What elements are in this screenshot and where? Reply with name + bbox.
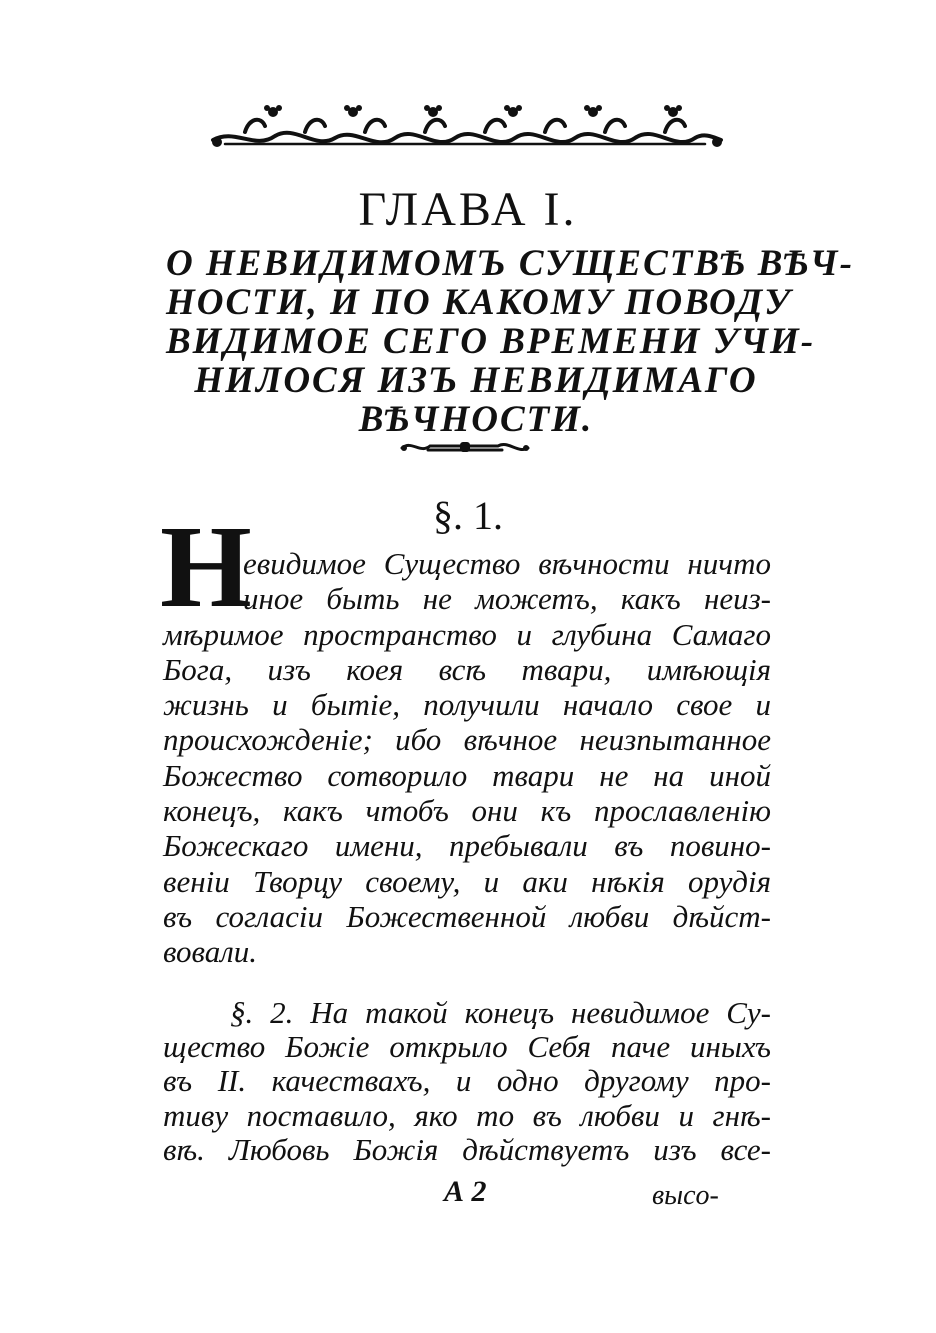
text-line: вовали. (163, 934, 258, 970)
small-ornament-divider (398, 436, 532, 458)
text-line: Божество сотворило твари не на иной (163, 757, 771, 793)
text-line: въ II. качествахъ, и одно другому про- (163, 1063, 771, 1099)
text-line: вѣ. Любовь Божія дѣйствуетъ изъ все- (163, 1131, 771, 1167)
text-line: происхожденіе; ибо вѣчное неизпытанное (163, 722, 771, 758)
paragraph-1 (163, 546, 771, 970)
subtitle-line: НОСТИ, И ПО КАКОМУ ПОВОДУ (166, 282, 792, 323)
floral-ornament-band (205, 98, 727, 156)
text-line: въ согласіи Божественной любви дѣйст- (163, 898, 771, 934)
subtitle-line: НИЛОСЯ ИЗЪ НЕВИДИМАГО (194, 360, 758, 401)
text-line: веніи Творцу своему, и аки нѣкія орудія (163, 863, 771, 899)
text-line: мѣримое пространство и глубина Самаго (163, 616, 771, 652)
text-line: тиву поставило, яко то въ любви и гнѣ- (163, 1097, 771, 1133)
section-number: §. 1. (433, 493, 503, 538)
text-line: §. 2. На такой конецъ невидимое Су- (230, 995, 771, 1030)
subtitle-line: ВѢЧНОСТИ. (358, 399, 594, 440)
chapter-subtitle (166, 243, 854, 440)
text-line: жизнь и бытіе, получили начало свое и (163, 687, 771, 723)
subtitle-line: О НЕВИДИМОМЪ СУЩЕСТВѢ ВѢЧ- (166, 243, 854, 284)
chapter-title: ГЛАВА I. (358, 183, 578, 236)
text-line: щество Божіе открыло Себя паче иныхъ (163, 1029, 771, 1065)
paragraph-2 (163, 995, 771, 1166)
text-line: Божескаго имени, пребывали въ повино- (163, 828, 771, 864)
drop-cap-initial: Н (160, 501, 252, 632)
text-line: иное быть не можетъ, какъ неиз- (243, 581, 771, 617)
text-line: конецъ, какъ чтобъ они къ прославленію (163, 793, 771, 829)
catchword: выcо- (652, 1180, 719, 1211)
subtitle-line: ВИДИМОЕ СЕГО ВРЕМЕНИ УЧИ- (166, 321, 816, 362)
text-line: Бога, изъ коея всѣ твари, имѣющія (163, 651, 771, 687)
signature-mark: А 2 (444, 1175, 487, 1208)
text-line: евидимое Существо вѣчности ничто (243, 546, 771, 581)
